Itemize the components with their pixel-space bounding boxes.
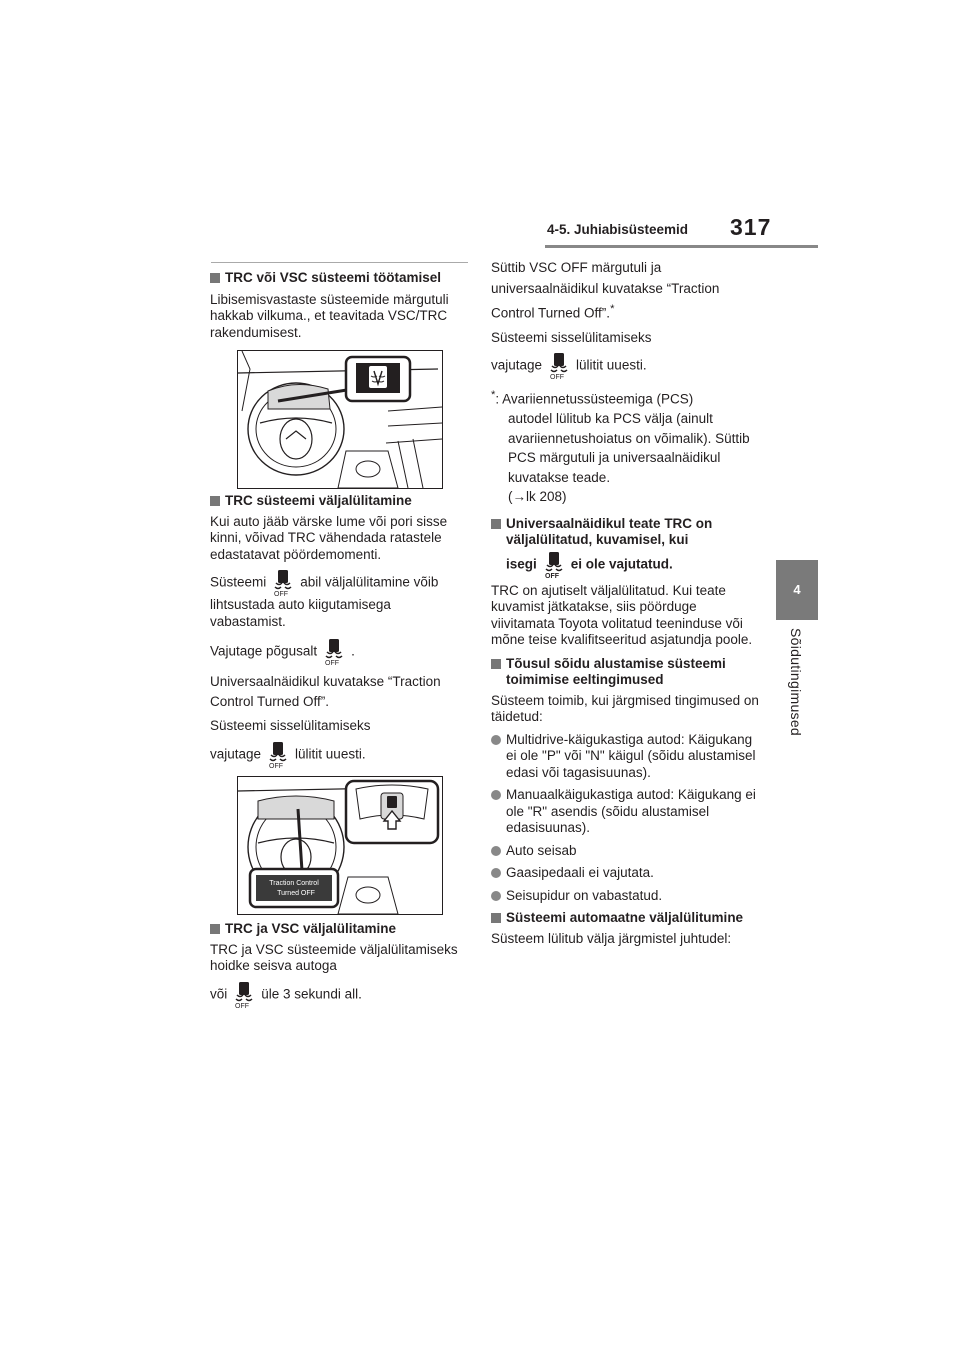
heading-hill-start: Tõusul sõidu alustamise süsteemi toimimise eeltingimused [491,656,761,689]
vsc-off-switch-icon [272,569,294,597]
figure-slip-indicator [237,350,443,489]
round-bullet-icon [491,868,501,878]
paragraph: Süsteem lülitub välja järgmistel juhtudel: [491,930,732,946]
square-bullet-icon [491,913,501,923]
list-item: Seisupidur on vabastatud. [491,888,761,905]
footnote-ref[interactable]: (→lk 208) [508,489,567,504]
heading-trc-vsc-operation: TRC või VSC süsteemi töötamisel [210,270,470,287]
round-bullet-icon [491,735,501,745]
heading-auto-off: Süsteemi automaatne väljalülitumine [491,910,761,927]
square-bullet-icon [210,496,220,506]
paragraph: või OFF üle 3 sekundi all. [210,981,470,1009]
round-bullet-icon [491,846,501,856]
square-bullet-icon [491,659,501,669]
paragraph: Süsteemi OFF abil väljalülitamine võib [210,569,470,597]
paragraph: Kui auto jääb värske lume või pori sisse kinni, võivad TRC vähendada ratastele edastatavat pöördemomenti. [210,513,448,562]
vsc-off-switch-icon [267,741,289,769]
square-bullet-icon [210,924,220,934]
square-bullet-icon [210,273,220,283]
footnote-body: autodel lülitub ka PCS välja (ainult avariiennetushoiatus on võimalik). Süttib PCS märgutuli ja universaalnäidikul kuvatakse teade. [508,411,750,485]
chapter-label: Sõidutingimused [788,628,804,737]
list-item: Multidrive-käigukastiga autod: Käigukang ei ole "P" või "N" käigul (sõidu alustamisel edasi või tagasisuunas). [491,732,761,782]
left-column-2 [210,493,470,769]
header-divider [545,245,818,248]
vsc-off-switch-icon [548,352,570,380]
right-column [491,257,761,947]
list-item: Gaasipedaali ei vajutata. [491,865,761,882]
message-line-2: Turned OFF [277,890,315,897]
paragraph: TRC on ajutiselt väljalülitatud. Kui teate kuvamist jätkatakse, siis pöörduge viivitamata Toyota volitatud teeninduse või mõne teise kvalifitseeritud asjatundja poole. [491,582,753,647]
svg-text:OFF: OFF [325,660,340,666]
heading-trc-message: Universaalnäidikul teate TRC on väljalülitatud, kuvamisel, kui [491,516,761,549]
paragraph: Süsteemi sisselülitamiseks [491,329,652,345]
left-column-3 [210,921,470,1009]
round-bullet-icon [491,790,501,800]
paragraph: Universaalnäidikul kuvatakse “Traction Control Turned Off”. [210,674,441,709]
list-item: Auto seisab [491,843,761,860]
svg-text:OFF: OFF [544,572,559,579]
vsc-off-switch-icon [543,551,565,579]
left-column [210,262,470,341]
paragraph: TRC ja VSC süsteemide väljalülitamiseks hoidke seisva autoga [210,941,458,973]
list-item: Manuaalkäigukastiga autod: Käigukang ei ole "R" asendis (sõidu alustamisel edasisuunas). [491,787,761,837]
paragraph: Süttib VSC OFF märgutuli ja universaalnäidikul kuvatakse “Traction Control Turned Off”.* [491,260,720,321]
svg-text:OFF: OFF [235,1002,250,1009]
vsc-off-switch-icon [323,638,345,666]
page-number: 317 [730,214,772,240]
paragraph: vajutage OFF lülitit uuesti. [210,741,470,769]
round-bullet-icon [491,891,501,901]
heading-trc-message-cont: isegi OFF ei ole vajutatud. [491,551,761,579]
paragraph: lihtsustada auto kiigutamisega vabastamist. [210,597,391,629]
vsc-off-switch-icon [233,981,255,1009]
chapter-tab[interactable]: 4 [776,560,818,620]
figure-traction-control-off [237,776,443,915]
message-line-1: Traction Control [269,880,319,887]
paragraph: Vajutage põgusalt OFF . [210,638,470,666]
paragraph: Süsteem toimib, kui järgmised tingimused on täidetud: [491,692,759,724]
paragraph: Süsteemi sisselülitamiseks [210,718,371,733]
square-bullet-icon [491,519,501,529]
paragraph: Libisemisvastaste süsteemide märgutuli hakkab vilkuma., et teavitada VSC/TRC rakendumisest. [210,291,449,340]
section-title: 4-5. Juhiabisüsteemid [547,222,689,237]
footnote: *: Avariiennetussüsteemiga (PCS) [491,389,694,407]
svg-text:OFF: OFF [269,762,284,769]
paragraph: vajutage OFF lülitit uuesti. [491,352,761,380]
heading-trc-off: TRC süsteemi väljalülitamine [210,493,470,510]
heading-trc-vsc-off: TRC ja VSC väljalülitamine [210,921,470,938]
svg-text:OFF: OFF [550,374,565,380]
svg-text:OFF: OFF [274,591,289,597]
